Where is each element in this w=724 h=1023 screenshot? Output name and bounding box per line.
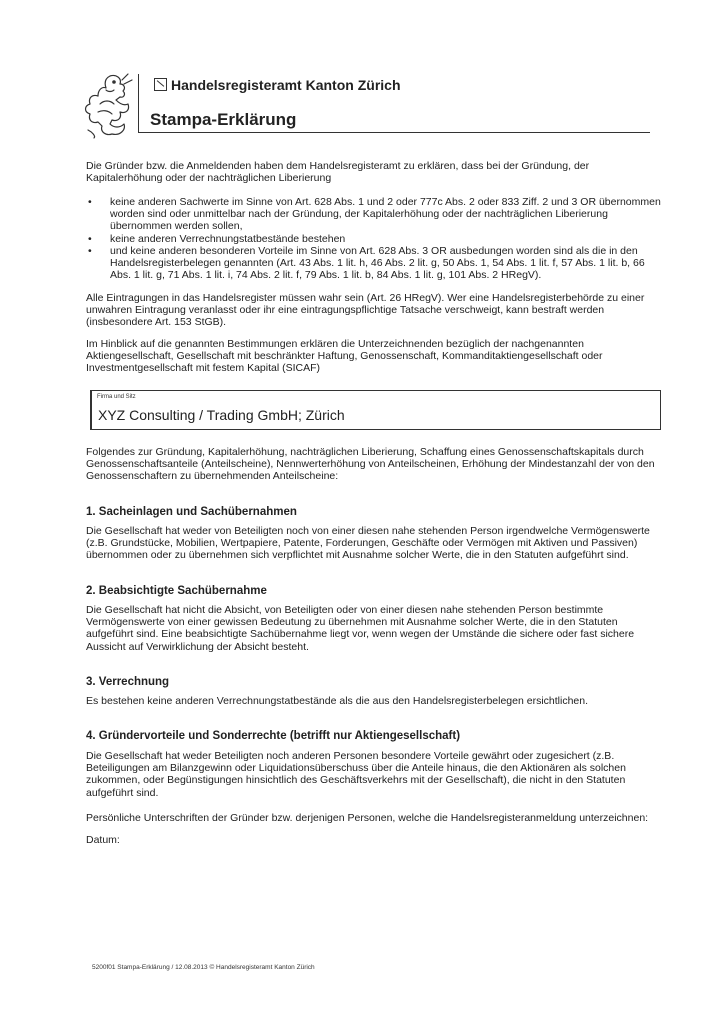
section-4-title: 4. Gründervorteile und Sonderrechte (betrifft nur Aktiengesellschaft) (86, 730, 461, 742)
footer-text: 5200f01 Stampa-Erklärung / 12.08.2013 © Handelsregisteramt Kanton Zürich (92, 964, 315, 971)
header-horizontal-rule (138, 132, 650, 133)
firm-field[interactable] (90, 390, 661, 430)
firm-value: XYZ Consulting / Trading GmbH; Zürich (98, 407, 345, 423)
list-item: • und keine anderen besonderen Vorteile im Sinne von Art. 628 Abs. 3 OR ausbedungen worden sind als die in den Handelsregisterbelegen genannten (Art. 43 Abs. 1 lit. h, 46 Abs. 2 lit. g, 50 Abs. 1, 54 Abs. 1 lit. f, 57 Abs. 1 lit. b, 66 Abs. 1 lit. g, 71 Abs. 1 lit. i, 74 Abs. 2 lit. f, 79 Abs. 1 lit. b, 84 Abs. 1 lit. g, 101 Abs. 2 HRegV). (86, 245, 666, 282)
header-vertical-rule (138, 74, 139, 132)
section-2-text: Die Gesellschaft hat nicht die Absicht, von Beteiligten oder von einer diesen nahe stehenden Person bestimmte Vermögenswerte von einer gewissen Bedeutung zu übernehmen mit Ausnahme solcher Werte, die in den Statuten aufgeführt sind. Eine beabsichtigte Sachübernahme liegt vor, wenn wegen der Umstände die sichere oder fast sichere Aussicht auf Verwirklichung der Absicht besteht. (86, 604, 635, 653)
section-1-title: 1. Sacheinlagen und Sachübernahmen (86, 506, 297, 518)
list-item: • keine anderen Sachwerte im Sinne von Art. 628 Abs. 1 und 2 oder 777c Abs. 2 oder 833 Ziff. 2 und 3 OR übernommen worden sind oder unmittelbar nach der Gründung, der Kapitalerhöhung oder der nachträglichen Liberierung übernommen werden sollen, (86, 196, 666, 233)
firm-label: Firma und Sitz (97, 394, 136, 400)
declaration-list (86, 196, 666, 281)
document-title: Stampa-Erklärung (150, 110, 297, 129)
section-2-title: 2. Beabsichtigte Sachübernahme (86, 585, 267, 597)
canton-zurich-lion-logo (80, 70, 136, 140)
list-item: • keine anderen Verrechnungstatbestände bestehen (86, 233, 666, 245)
office-heading (154, 77, 401, 93)
following-paragraph: Folgendes zur Gründung, Kapitalerhöhung, nachträglichen Liberierung, Schaffung eines Genossenschaftskapitals durch Genossenschaftsanteile (Anteilscheine), Nennwerterhöhung von Anteilscheinen, Erhöhung der Mindestanzahl der von den Genossenschaftern zu übernehmenden Anteilscheine: (86, 446, 655, 483)
section-3-text: Es bestehen keine anderen Verrechnungstatbestände als die aus den Handelsregisterbelegen ersichtlichen. (86, 695, 589, 707)
date-label: Datum: (86, 834, 120, 846)
signatures-paragraph: Persönliche Unterschriften der Gründer bzw. derjenigen Personen, welche die Handelsregisteranmeldung unterzeichnen: (86, 812, 649, 824)
section-1-text: Die Gesellschaft hat weder von Beteiligten noch von einer diesen nahe stehenden Person irgendwelche Vermögenswerte (z.B. Grundstücke, Mobilien, Wertpapiere, Patente, Forderungen, Geschäfte oder Vermögen mit Aktiven und Passiven) übernommen oder zu übernehmen sich verpflichtet mit Ausnahme solcher Werte, die in den Statuten aufgeführt sind. (86, 525, 650, 562)
intro-paragraph: Die Gründer bzw. die Anmeldenden haben dem Handelsregisteramt zu erklären, dass bei der Gründung, der Kapitalerhöhung oder der nachträglichen Liberierung (86, 160, 590, 185)
warning-paragraph: Alle Eintragungen in das Handelsregister müssen wahr sein (Art. 26 HRegV). Wer eine Handelsregisterbehörde zu einer unwahren Eintragung veranlasst oder ihr eine eintragungspflichtige Tatsache verschweigt, kann bestraft werden (insbesondere Art. 153 StGB). (86, 292, 645, 329)
office-name: Handelsregisteramt Kanton Zürich (171, 77, 401, 93)
section-4-text: Die Gesellschaft hat weder Beteiligten noch anderen Personen besondere Vorteile gewährt oder zugesichert (z.B. Beteiligungen am Bilanzgewinn oder Liquidationsüberschuss über die Anteile hinaus, die den Aktionären als solchen zukommen, oder Begünstigungen hinsichtlich des Geschäftsverkehrs mit der Gesellschaft), die nicht in den Statuten aufgeführt sind. (86, 750, 626, 799)
declaration-paragraph: Im Hinblick auf die genannten Bestimmungen erklären die Unterzeichnenden bezüglich der nachgenannten Aktiengesellschaft, Gesellschaft mit beschränkter Haftung, Genossenschaft, Kommanditaktiengesellschaft oder Investmentgesellschaft mit festem Kapital (SICAF) (86, 338, 603, 375)
checkbox-icon (154, 78, 167, 91)
section-3-title: 3. Verrechnung (86, 676, 170, 688)
